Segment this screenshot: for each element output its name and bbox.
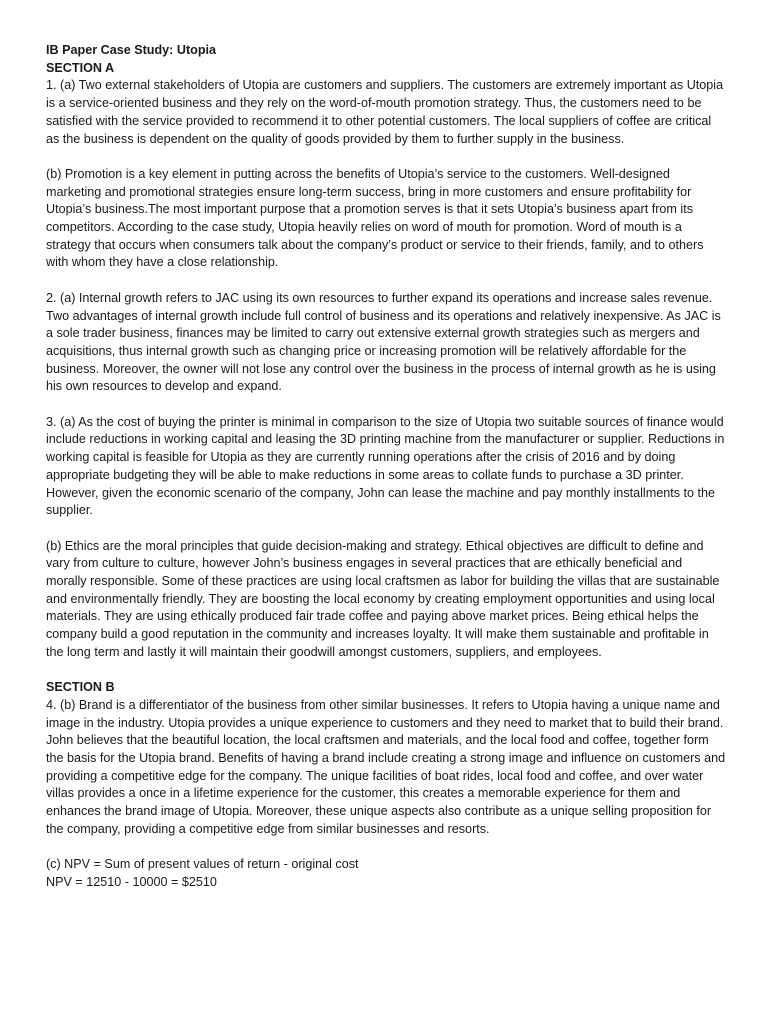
answer-2a-paragraph: 2. (a) Internal growth refers to JAC using its own resources to further expand its operations and increase sales revenue. Two advantages of internal growth include full control of business and its operations and relatively inexpensive. As JAC is a sole trader business, finances may be limited to carry out extensive external growth strategies such as mergers and acquisitions, thus internal growth such as changing price or increasing promotion will be relatively affordable for the business. Moreover, the owner will not lose any control over the business in the process of internal growth as he is using his own resources to develop and expand. xyxy=(46,290,721,394)
section-a-heading: SECTION A xyxy=(46,60,115,75)
paragraph-spacer xyxy=(46,148,726,166)
paragraph-spacer xyxy=(46,396,726,414)
answer-1a-paragraph: 1. (a) Two external stakeholders of Utopia are customers and suppliers. The customers are extremely important as Utopia is a service-oriented business and they rely on the word-of-mouth promotion strategy. Thus, the customers need to be satisfied with the service provided to recommend it to other potential customers. The local suppliers of coffee are critical as the business is dependent on the quality of goods provided by them to further supply in the business. xyxy=(46,78,724,146)
npv-formula-line: (c) NPV = Sum of present values of return - original cost xyxy=(46,857,359,872)
paragraph-spacer xyxy=(46,520,726,538)
document-page xyxy=(46,42,726,892)
answer-1b-paragraph: (b) Promotion is a key element in putting across the benefits of Utopia’s service to the customers. Well-designed marketing and promotional strategies ensure long-term success, bring in more customers and ensure profitability for Utopia’s business.The most important purpose that a promotion serves is that it sets Utopia’s business apart from its competitors. According to the case study, Utopia heavily relies on word of mouth for promotion. Word of mouth is a strategy that occurs when consumers talk about the company’s product or service to their friends, family, and to others with whom they have a close relationship. xyxy=(46,166,704,270)
document-title: IB Paper Case Study: Utopia xyxy=(46,43,217,57)
answer-3b-paragraph: (b) Ethics are the moral principles that guide decision-making and strategy. Ethical objectives are difficult to define and vary from culture to culture, however John’s business engages in several practices that are ethically beneficial and morally responsible. Some of these practices are using local craftsmen as labor for building the villas that are sustainable and environmentally friendly. They are boosting the local economy by creating employment opportunities and using local materials. They are using ethically produced fair trade coffee and paying above market prices. Being ethical helps the company build a good reputation in the community and increases loyalty. It will make them sustainable and profitable in the long term and lastly it will maintain their goodwill amongst customers, suppliers, and employees. xyxy=(46,538,720,659)
answer-3a-paragraph: 3. (a) As the cost of buying the printer is minimal in comparison to the size of Utopia two suitable sources of finance would include reductions in working capital and leasing the 3D printing machine from the manufacturer or supplier. Reductions in working capital is feasible for Utopia as they are currently running operations after the crisis of 2016 and by doing appropriate budgeting they will be able to make reductions in some areas to collate funds to purchase a 3D printer. However, given the economic scenario of the company, John can lease the machine and pay monthly installments to the supplier. xyxy=(46,414,725,518)
section-b-heading: SECTION B xyxy=(46,680,115,695)
paragraph-spacer xyxy=(46,662,726,680)
answer-4b-paragraph: 4. (b) Brand is a differentiator of the business from other similar businesses. It refers to Utopia having a unique name and image in the industry. Utopia provides a unique experience to customers and they need to market that to build their brand. John believes that the beautiful location, the local craftsmen and materials, and the local food and coffee, together form the basis for the Utopia brand. Benefits of having a brand include creating a strong image and influence on customers and providing a competitive edge for the company. The unique facilities of boat rides, local food and coffee, and over water villas provides a once in a lifetime experience for the customer, this creates a memorable experience for them and enhances the brand image of Utopia. Moreover, these unique aspects also contribute as a unique selling proposition for the company, providing a competitive edge from similar businesses and resorts. xyxy=(46,697,726,836)
npv-calculation-line: NPV = 12510 - 10000 = $2510 xyxy=(46,874,217,889)
paragraph-spacer xyxy=(46,272,726,290)
paragraph-spacer xyxy=(46,839,726,857)
